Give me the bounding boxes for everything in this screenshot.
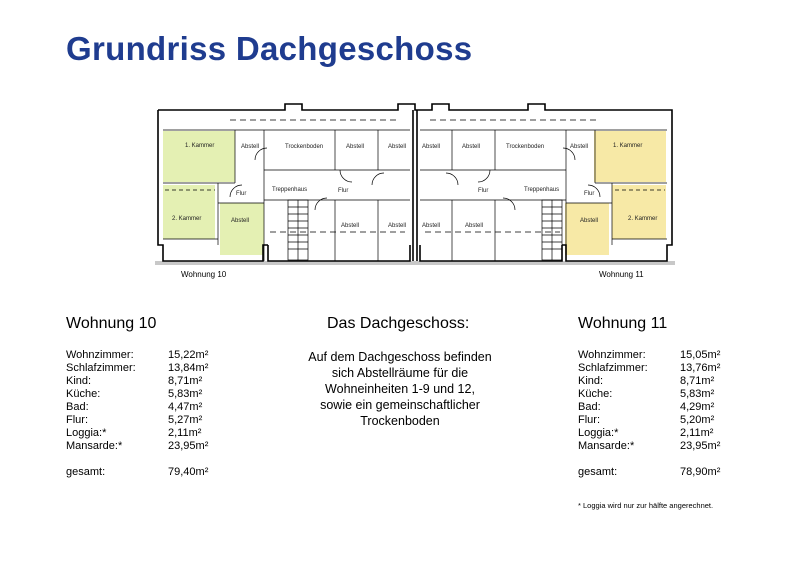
room-kammer1-right <box>594 131 666 182</box>
label-flur-l2: Flur <box>338 188 349 194</box>
label-flur-l1: Flur <box>236 191 247 197</box>
label-abstell-r5: Abstell <box>422 223 441 229</box>
table-row: Schlafzimmer: 13,76m² <box>578 362 721 374</box>
wohnung-11-table <box>578 349 720 479</box>
label-abstell-l1: Abstell <box>241 144 260 150</box>
label-abstell-l3: Abstell <box>346 144 365 150</box>
room-kammer2-left <box>163 185 215 239</box>
table-row: Loggia:* 2,11m² <box>578 427 714 439</box>
table-row: Schlafzimmer: 13,84m² <box>66 362 209 374</box>
label-abstell-r4: Abstell <box>580 218 599 224</box>
label-kammer2-left: 2. Kammer <box>172 216 202 222</box>
label-flur-r1: Flur <box>478 188 489 194</box>
table-row: Flur: 5,27m² <box>66 414 203 426</box>
table-row: Mansarde:* 23,95m² <box>66 440 209 452</box>
table-row: Flur: 5,20m² <box>578 414 715 426</box>
label-abstell-r1: Abstell <box>422 144 441 150</box>
table-row: Wohnzimmer: 15,22m² <box>66 349 209 361</box>
label-trockenboden-left: Trockenboden <box>285 144 324 150</box>
table-row: Küche: 5,83m² <box>66 388 203 400</box>
total-row: gesamt: 78,90m² <box>578 466 721 478</box>
room-abstell-right <box>565 203 609 255</box>
label-abstell-l4: Abstell <box>388 144 407 150</box>
label-kammer1-right: 1. Kammer <box>613 143 643 149</box>
label-trockenboden-right: Trockenboden <box>506 144 545 150</box>
total-row: gesamt: 79,40m² <box>66 466 209 478</box>
wohnung-11-heading: Wohnung 11 <box>578 315 668 332</box>
label-abstell-l5: Abstell <box>341 223 360 229</box>
dachgeschoss-heading: Das Dachgeschoss: <box>327 315 470 332</box>
label-abstell-r6: Abstell <box>465 223 484 229</box>
table-row: Kind: 8,71m² <box>578 375 715 387</box>
page-title: Grundriss Dachgeschoss <box>66 30 473 67</box>
table-row: Bad: 4,29m² <box>578 401 715 413</box>
label-abstell-r2: Abstell <box>462 144 481 150</box>
table-row: Wohnzimmer: 15,05m² <box>578 349 721 361</box>
plan-label-wohnung-11: Wohnung 11 <box>599 270 644 279</box>
wohnung-10-table <box>66 349 208 479</box>
wohnung-10-heading: Wohnung 10 <box>66 315 157 332</box>
label-abstell-l6: Abstell <box>388 223 407 229</box>
label-flur-r2: Flur <box>584 191 595 197</box>
table-row: Loggia:* 2,11m² <box>66 427 202 439</box>
table-row: Bad: 4,47m² <box>66 401 203 413</box>
plan-label-wohnung-10: Wohnung 10 <box>181 270 227 279</box>
room-kammer2-right <box>612 185 666 239</box>
table-row: Küche: 5,83m² <box>578 388 715 400</box>
table-row: Kind: 8,71m² <box>66 375 203 387</box>
label-abstell-r3: Abstell <box>570 144 589 150</box>
label-kammer1-left: 1. Kammer <box>185 143 215 149</box>
loggia-footnote: * Loggia wird nur zur hälfte angerechnet. <box>578 501 714 510</box>
label-treppenhaus-left: Treppenhaus <box>272 187 308 193</box>
label-abstell-l2: Abstell <box>231 218 250 224</box>
room-abstell-left <box>220 203 264 255</box>
table-row: Mansarde:* 23,95m² <box>578 440 721 452</box>
room-kammer1-left <box>163 131 235 182</box>
label-treppenhaus-right: Treppenhaus <box>524 187 560 193</box>
label-kammer2-right: 2. Kammer <box>628 216 658 222</box>
dachgeschoss-description: Auf dem Dachgeschoss befinden sich Abstellräume für die Wohneinheiten 1-9 und 12, sowie ein gemeinschaftlicher Trockenboden <box>308 350 492 428</box>
